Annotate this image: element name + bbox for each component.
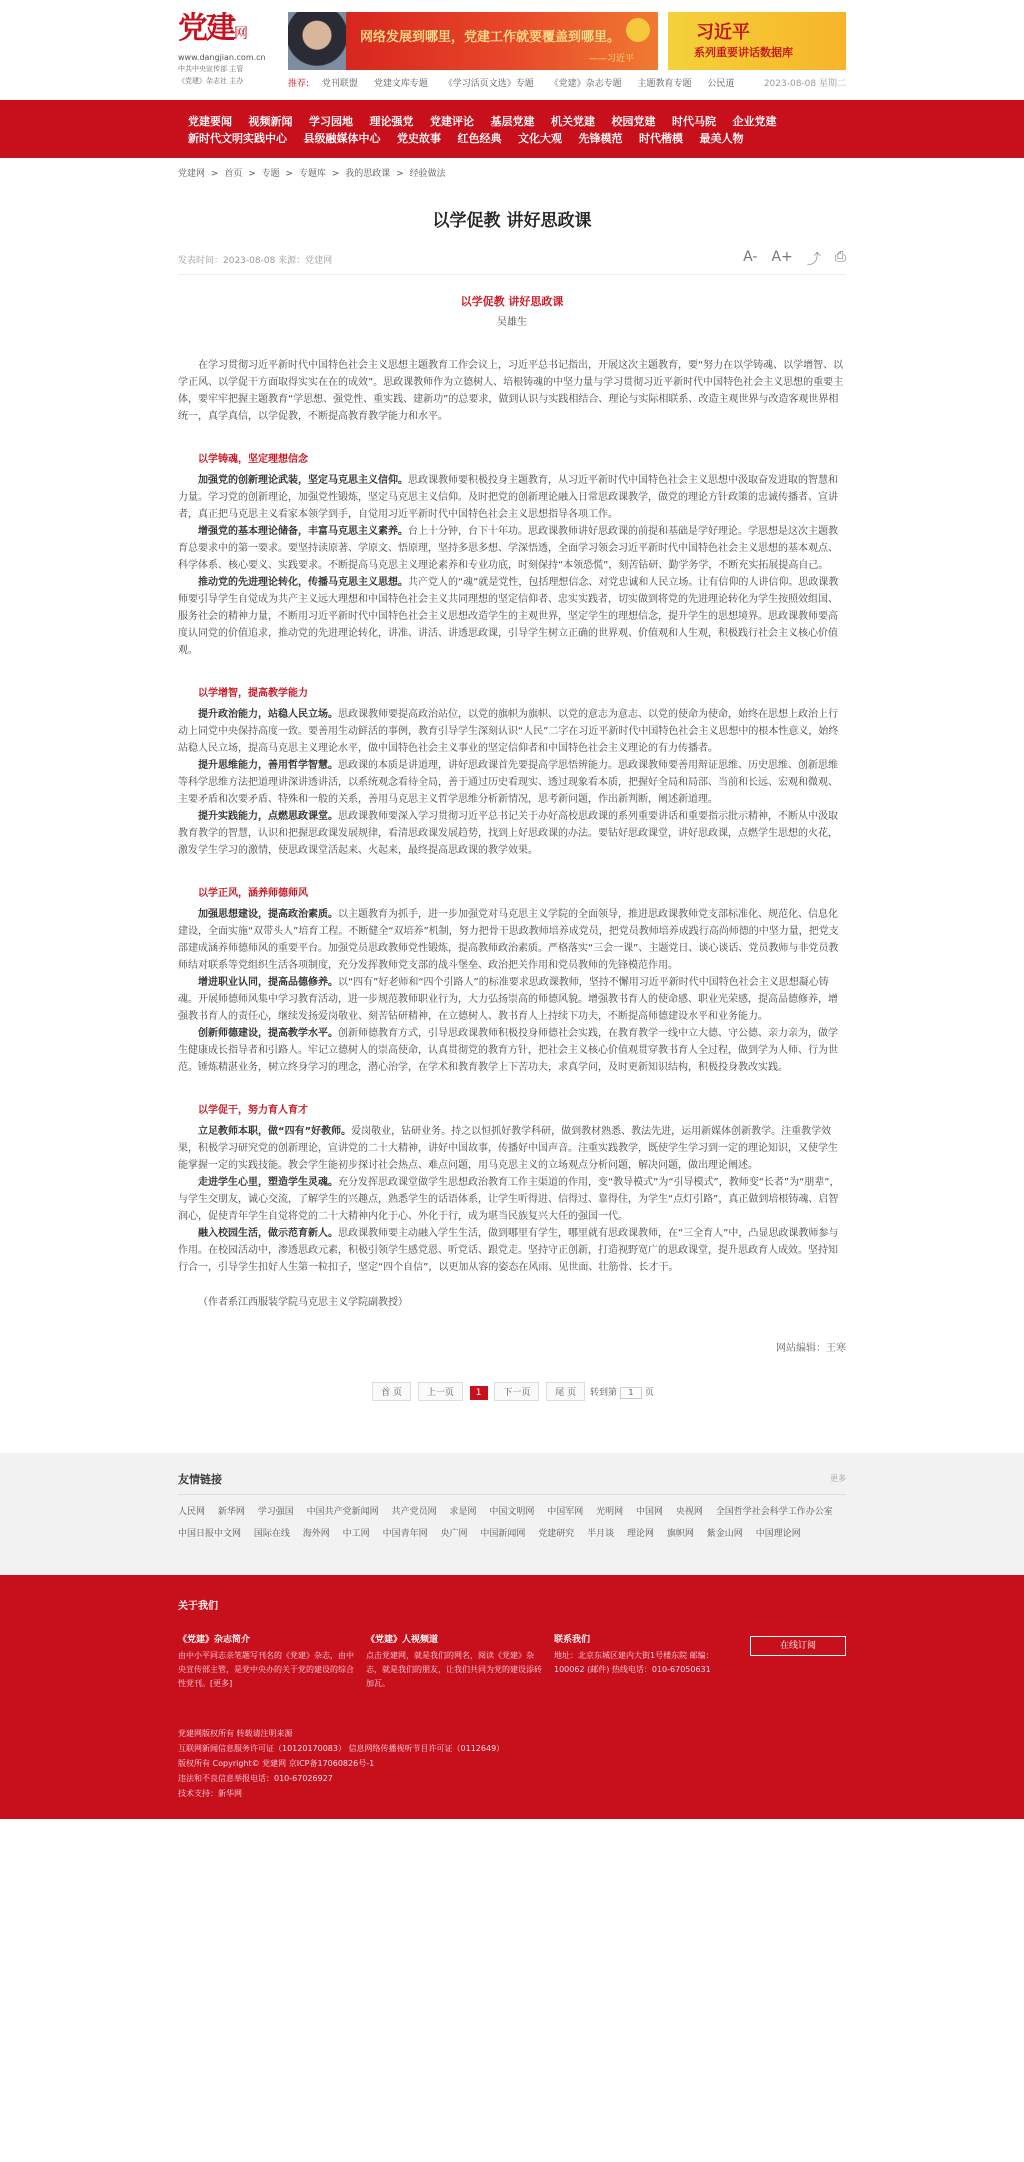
article-paragraph: 创新师德建设，提高教学水平。创新师德教育方式，引导思政课教师积极投身师德社会实践，在教育教学一线中立大德、守公德、亲力亲为，做学生健康成长指导者和引路人。牢记立德树人的崇高使命，认真贯彻党的教育方针，把社会主义核心价值观贯穿教书育人全过程，做到学为人师、行为世范。锤炼精湛业务，树立终身学习的理念，潜心治学，在学术和教育教学上下苦功夫，求真学问，及时更新知识结构，积极投身教改实践。 xyxy=(178,1028,838,1073)
article-container xyxy=(178,206,846,1401)
article-tools xyxy=(743,249,846,269)
copyright-block xyxy=(178,1726,846,1801)
breadcrumb-separator: > xyxy=(396,169,404,179)
section-heading: 以学铸魂，坚定理想信念 xyxy=(198,454,308,465)
footer-col-contact xyxy=(554,1632,732,1708)
friend-link[interactable]: 央视网 xyxy=(675,1507,703,1517)
article-meta-bar xyxy=(178,243,846,275)
goto-label: 转到第 xyxy=(590,1388,618,1398)
friend-link[interactable]: 中国理论网 xyxy=(755,1529,801,1539)
banner-portrait xyxy=(288,12,346,70)
breadcrumb-separator: > xyxy=(331,169,340,179)
nav-item[interactable]: 企业党建 xyxy=(732,115,777,128)
copyright-line: 违法和不良信息举报电话：010-67026927 xyxy=(178,1774,333,1783)
breadcrumb-link[interactable]: 专题库 xyxy=(298,169,326,179)
friend-links-title: 友情链接 xyxy=(178,1473,222,1486)
pagination xyxy=(178,1382,846,1401)
friend-link[interactable]: 学习强国 xyxy=(257,1507,294,1517)
article-paragraph: 增强党的基本理论储备，丰富马克思主义素养。台上十分钟，台下十年功。思政课教师讲好思政课的前提和基础是学好理论。学思想是这次主题教育总要求中的第一要求。要坚持读原著、学原文、悟原理，坚持多思多想、学深悟透，全面学习领会习近平新时代中国特色社会主义思想的基本观点、科学体系、核心要义、实践要求。不断提高马克思主义理论素养和专业功底，时刻保持“本领恐慌”，刻苦钻研、勤学务学，不断充实拓展提高自己。 xyxy=(178,526,838,571)
footer-col-title: 联系我们 xyxy=(554,1635,591,1645)
nav-item[interactable]: 时代楷模 xyxy=(639,132,683,145)
article-paragraph: 走进学生心里，塑造学生灵魂。充分发挥思政课堂做学生思想政治教育工作主渠道的作用，变“教导模式”为“引导模式”，教师变“长者”为“朋辈”，与学生交朋友，诚心交流，了解学生的兴趣点，熟悉学生的话语体系，让学生听得进、信得过、靠得住，为学生“点灯引路”，真正做到培根铸魂、启智润心，促使青年学生自觉将党的二十大精神内化于心、外化于行，成为堪当民族复兴大任的强国一代。 xyxy=(178,1177,840,1222)
nav-item[interactable]: 党建要闻 xyxy=(188,115,232,128)
nav-item[interactable]: 基层党建 xyxy=(490,115,535,128)
next-page-button[interactable]: 下一页 xyxy=(494,1382,539,1401)
page-title: 以学促教 讲好思政课 xyxy=(432,211,592,231)
friend-link[interactable]: 中国新闻网 xyxy=(480,1529,526,1539)
font-decrease-icon[interactable]: A- xyxy=(743,249,758,265)
prev-page-button[interactable]: 上一页 xyxy=(418,1382,463,1401)
nav-item[interactable]: 理论强党 xyxy=(369,115,414,128)
article-paragraph: 推动党的先进理论转化，传播马克思主义思想。共产党人的“魂”就是党性，包括理想信念、对党忠诚和人民立场。让有信仰的人讲信仰。思政课教师要引导学生自觉成为共产主义远大理想和中国特色社会主义共同理想的坚定信仰者、忠实实践者，切实做到将党的先进理论转化为学生按照效组国、服务社会的精神力量，不断用习近平新时代中国特色社会主义思想改造学生的主观世界，坚定学生的理想信念，提升学生的思想境界。思政课教师要高度认同党的价值追求，推动党的先进理论转化，讲准、讲活、讲透思政课，引导学生树立正确的世界观、价值观和人生观，积极践行社会主义核心价值观。 xyxy=(178,577,839,656)
friend-link[interactable]: 中国青年网 xyxy=(382,1529,428,1539)
nav-item[interactable]: 校园党建 xyxy=(611,115,656,128)
site-logo[interactable] xyxy=(178,12,278,86)
article-paragraph: 加强思想建设，提高政治素质。以主题教育为抓手，进一步加强党对马克思主义学院的全面领导，推进思政课教师党支部标准化、规范化、信息化建设，全面实施“双带头人”培育工程。不断健全“双培养”机制，努力把骨干思政教师培养成党员，把党员教师培养成践行高尚师德的中坚力量，把党支部建成涵养师德师风的重要平台。加强党员思政教师党性锻炼，提高教师政治素质。严格落实“三会一课”、主题党日、谈心谈话、党员教师与非党员教师结对联系等党组织生活各项制度，充分发挥教师党支部的战斗堡垒、政治把关作用和党员教师的先锋模范作用。 xyxy=(178,909,839,971)
recommend-label: 推荐: xyxy=(288,79,310,89)
breadcrumb-link[interactable]: 党建网 xyxy=(178,169,206,179)
breadcrumb-link[interactable]: 首页 xyxy=(224,169,243,179)
last-page-button[interactable]: 尾 页 xyxy=(546,1382,585,1401)
print-icon[interactable]: ⎙ xyxy=(834,249,846,265)
copyright-line: 党建网版权所有 转载请注明来源 xyxy=(178,1729,293,1738)
section-heading: 以学正风，涵养师德师风 xyxy=(198,888,308,899)
article-paragraph: 增进职业认同，提高品德修养。以“四有”好老师和“四个引路人”的标准要求思政课教师，坚持不懈用习近平新时代中国特色社会主义思想凝心铸魂。开展师德师风集中学习教育活动，进一步规范教师职业行为，大力弘扬崇高的师德风貌。增强教书育人的使命感、职业光荣感，提高品德修养，增强教书育人的责任心，继续发扬爱岗敬业、刻苦钻研精神，在立德树人、教书育人上持续下功夫，不断提高师德建设水平和业务能力。 xyxy=(178,977,838,1022)
banner2-title: 习近平 xyxy=(696,22,750,43)
site-footer xyxy=(0,1575,1024,1819)
article-body xyxy=(178,293,846,1311)
breadcrumb-link[interactable]: 专题 xyxy=(261,169,280,179)
banner-speech-database[interactable] xyxy=(668,12,846,70)
recommend-link[interactable]: 公民道 xyxy=(707,79,735,89)
article-paragraph: 加强党的创新理论武装，坚定马克思主义信仰。思政课教师要积极投身主题教育，从习近平新时代中国特色社会主义思想中汲取奋发进取的智慧和力量。学习党的创新理论，加强党性锻炼，坚定马克思主义信仰。及时把党的创新理论融入日常思政课教学，做党的理论方针政策的忠诚传播者、宣讲者，真正把马克思主义看家本领学到手，自觉用习近平新时代中国特色社会主义思想指导各项工作。 xyxy=(178,475,838,520)
about-us-heading: 关于我们 xyxy=(178,1601,218,1612)
friend-link[interactable]: 央广网 xyxy=(440,1529,468,1539)
logo-host-2: 《党建》杂志社 主办 xyxy=(178,77,244,85)
friend-link[interactable]: 中工网 xyxy=(342,1529,370,1539)
nav-item[interactable]: 党史故事 xyxy=(397,132,441,145)
site-editor: 网站编辑：王寒 xyxy=(776,1343,846,1354)
breadcrumb xyxy=(178,158,846,190)
copyright-line: 互联网新闻信息服务许可证（10120170083） 信息网络传播视听节目许可证（0112649） xyxy=(178,1744,505,1753)
more-links-button[interactable]: 更多 xyxy=(830,1474,846,1483)
footer-col-text: 点击党建网，就是我们的网名，阅读《党建》杂志，就是我们的朋友，让我们共同为党的建设添砖加瓦。 xyxy=(366,1651,542,1688)
friend-link[interactable]: 国际在线 xyxy=(253,1529,290,1539)
friend-link[interactable]: 中国网 xyxy=(636,1507,664,1517)
article-paragraph: 提升思维能力，善用哲学智慧。思政课的本质是讲道理，讲好思政课首先要提高学思悟辨能力。思政课教师要善用辩证思维、历史思维、创新思维等科学思维方法把道理讲深讲透讲活，以系统观念看待全局，善于通过历史看现实、透过现象看本质，把握好全局和局部、当前和长远、宏观和微观、主要矛盾和次要矛盾、特殊和一般的关系，善用马克思主义哲学思维分析新情况，思考新问题，作出新判断，阐述新道理。 xyxy=(178,760,838,805)
first-page-button[interactable]: 首 页 xyxy=(372,1382,411,1401)
article-paragraph: 立足教师本职，做“四有”好教师。爱岗敬业，钻研业务。持之以恒抓好教学科研，做到教材熟悉、教法先进，运用新媒体创新教学。注重教学效果，积极学习研究党的创新理论，宣讲党的二十大精神，讲好中国故事，传播好中国声音。注重实践教学，既使学生学习到一定的理论知识，又使学生能掌握一定的实践技能。教会学生能初步探讨社会热点、难点问题，用马克思主义的立场观点分析问题，解决问题，做出理论阐述。 xyxy=(178,1126,838,1171)
friend-links-section xyxy=(0,1453,1024,1575)
site-header xyxy=(178,0,846,100)
logo-url: www.dangjian.com.cn xyxy=(178,53,266,62)
nav-item[interactable]: 文化大观 xyxy=(518,132,562,145)
friend-link[interactable]: 中国军网 xyxy=(547,1507,584,1517)
friend-link[interactable]: 共产党员网 xyxy=(391,1507,437,1517)
section-heading: 以学促干，努力育人育才 xyxy=(198,1105,308,1116)
footer-col-title[interactable]: 《党建》杂志简介 xyxy=(178,1635,251,1645)
breadcrumb-link[interactable]: 经验做法 xyxy=(409,169,446,179)
banner-network-coverage[interactable] xyxy=(288,12,658,70)
breadcrumb-separator: > xyxy=(210,169,219,179)
footer-col-video xyxy=(366,1632,544,1708)
friend-link[interactable]: 半月谈 xyxy=(587,1529,615,1539)
friend-link[interactable]: 党建研究 xyxy=(538,1529,575,1539)
copyright-line: 版权所有 Copyright© 党建网 京ICP备17060826号-1 xyxy=(178,1759,375,1768)
friend-link[interactable]: 紫金山网 xyxy=(706,1529,743,1539)
friend-link[interactable]: 求是网 xyxy=(449,1507,477,1517)
friend-link[interactable]: 全国哲学社会科学工作办公室 xyxy=(715,1507,833,1517)
nav-item[interactable]: 时代马院 xyxy=(672,115,716,128)
article-paragraph: 融入校园生活，做示范育新人。思政课教师要主动融入学生生活，做到哪里有学生，哪里就有思政课教师，在“三全育人”中，凸显思政课教师参与作用。在校园活动中，渗透思政元素，积极引领学生感党恩、听党话、跟党走。坚持守正创新，打造视野宽广的思政课堂，提升思政育人成效。坚持知行合一，引导学生扣好人生第一粒扣子，坚定“四个自信”，以更加从容的姿态在风雨、见世面、壮筋骨、长才干。 xyxy=(178,1228,839,1273)
article-paragraph: 提升实践能力，点燃思政课堂。思政课教师要深入学习贯彻习近平总书记关于办好高校思政课的系列重要讲话和重要指示批示精神，不断从中汲取教育教学的智慧，认识和把握思政课发展规律，看清思政课发展趋势，找到上好思政课的办法。要钻好思政课堂，讲好思政课，点燃学生思想的火花，激发学生学习的激情，使思政课堂活起来、火起来，最终提高思政课的教学效果。 xyxy=(178,811,838,856)
footer-col-magazine xyxy=(178,1632,356,1708)
recommend-link[interactable]: 党刊联盟 xyxy=(321,79,358,89)
banner-slogan: 网络发展到哪里，党建工作就要覆盖到哪里。 xyxy=(360,30,621,45)
logo-host-1: 中共中央宣传部 主管 xyxy=(178,65,244,73)
breadcrumb-separator: > xyxy=(248,169,256,179)
main-nav-row-1 xyxy=(188,113,846,130)
article-intro: 在学习贯彻习近平新时代中国特色社会主义思想主题教育工作会议上，习近平总书记指出，开展这次主题教育，要“努力在以学铸魂、以学增智、以学正风、以学促干方面取得实实在在的成效”。思政课教师作为立德树人、培根铸魂的中坚力量与学习贯彻习近平新时代中国特色社会主义思想的重要主体，要牢牢把握主题教育“学思想、强党性、重实践、建新功”的总要求，做到认识与实践相结合、理论与实际相联系、改造主观世界与改造客观世界相统一，真学真信，以学促教，不断提高教育教学能力和水平。 xyxy=(178,360,844,422)
friend-link[interactable]: 中国日报中文网 xyxy=(178,1529,242,1539)
footer-col-text: 由中小平同志亲笔题写刊名的《党建》杂志，由中央宣传部主管，是党中央办的关于党的建设的综合性党刊。[更多] xyxy=(178,1651,354,1688)
nav-item[interactable]: 党建评论 xyxy=(430,115,474,128)
share-icon[interactable]: ⤴ xyxy=(806,252,821,268)
nav-item[interactable]: 先锋模范 xyxy=(578,132,623,145)
footer-columns xyxy=(178,1632,846,1708)
friend-link[interactable]: 中国文明网 xyxy=(489,1507,535,1517)
nav-item[interactable]: 红色经典 xyxy=(457,132,502,145)
article-paragraph: 提升政治能力，站稳人民立场。思政课教师要提高政治站位，以党的旗帜为旗帜、以党的意志为意志、以党的使命为使命，始终在思想上政治上行动上同党中央保持高度一致。要善用生动鲜活的事例，教育引导学生深刻认识“人民”二字在习近平新时代中国特色社会主义思想中的根本性意义，始终站稳人民立场，提高马克思主义理论水平，做中国特色社会主义事业的坚定信仰者和中国特色社会主义理论的有力传播者。 xyxy=(178,709,839,754)
friend-link[interactable]: 新华网 xyxy=(217,1507,245,1517)
article-inner-title: 以学促教 讲好思政课 xyxy=(460,295,564,308)
current-page[interactable]: 1 xyxy=(470,1386,488,1400)
article-author: 吴雄生 xyxy=(497,317,527,328)
nav-item[interactable]: 最美人物 xyxy=(699,132,744,145)
friend-links-header xyxy=(178,1471,846,1495)
nav-item[interactable]: 县级融媒体中心 xyxy=(303,132,381,145)
current-date: 2023-08-08 星期二 xyxy=(763,79,846,89)
copyright-line: 技术支持：新华网 xyxy=(178,1789,242,1798)
friend-link[interactable]: 海外网 xyxy=(302,1529,330,1539)
banner2-subtitle: 系列重要讲话数据库 xyxy=(694,46,793,59)
party-emblem-icon xyxy=(626,18,650,42)
friend-links-row-2 xyxy=(178,1526,846,1539)
banner-signature: ——习近平 xyxy=(588,54,634,64)
friend-link[interactable]: 中国共产党新闻网 xyxy=(306,1507,379,1517)
logo-wordmark: 党建网 xyxy=(178,11,248,46)
footer-col-title[interactable]: 《党建》人视频道 xyxy=(366,1635,439,1645)
nav-item[interactable]: 机关党建 xyxy=(551,115,595,128)
friend-link[interactable]: 旗帜网 xyxy=(666,1529,694,1539)
font-increase-icon[interactable]: A+ xyxy=(771,249,793,265)
main-nav-row-2 xyxy=(188,130,846,147)
breadcrumb-separator: > xyxy=(285,169,294,179)
recommend-link[interactable]: 《党建》杂志专题 xyxy=(549,79,622,89)
friend-link[interactable]: 光明网 xyxy=(596,1507,624,1517)
friend-link[interactable]: 理论网 xyxy=(627,1529,655,1539)
section-heading: 以学增智，提高教学能力 xyxy=(198,688,308,699)
main-nav xyxy=(0,100,1024,158)
footer-col-text: 地址：北京东城区建内大街1号楼东院 邮编：100062 (邮件) 热线电话：010-67050631 xyxy=(554,1651,714,1674)
goto-suffix: 页 xyxy=(644,1388,654,1398)
goto-page-input[interactable]: 1 xyxy=(620,1387,642,1399)
recommend-link[interactable]: 主题教育专题 xyxy=(637,79,692,89)
recommend-links xyxy=(288,76,747,89)
nav-item[interactable]: 学习园地 xyxy=(309,115,353,128)
friend-links-row-1 xyxy=(178,1504,846,1517)
breadcrumb-link[interactable]: 我的思政课 xyxy=(345,169,391,179)
subscribe-button[interactable]: 在线订阅 xyxy=(750,1636,846,1656)
recommend-link[interactable]: 党建文库专题 xyxy=(373,79,428,89)
friend-link[interactable]: 人民网 xyxy=(178,1507,206,1517)
recommend-link[interactable]: 《学习活页文选》专题 xyxy=(443,79,534,89)
nav-item[interactable]: 新时代文明实践中心 xyxy=(188,132,287,145)
article-meta: 发表时间：2023-08-08 来源：党建网 xyxy=(178,256,333,266)
nav-item[interactable]: 视频新闻 xyxy=(248,115,293,128)
author-affiliation: （作者系江西服装学院马克思主义学院副教授） xyxy=(198,1297,408,1308)
